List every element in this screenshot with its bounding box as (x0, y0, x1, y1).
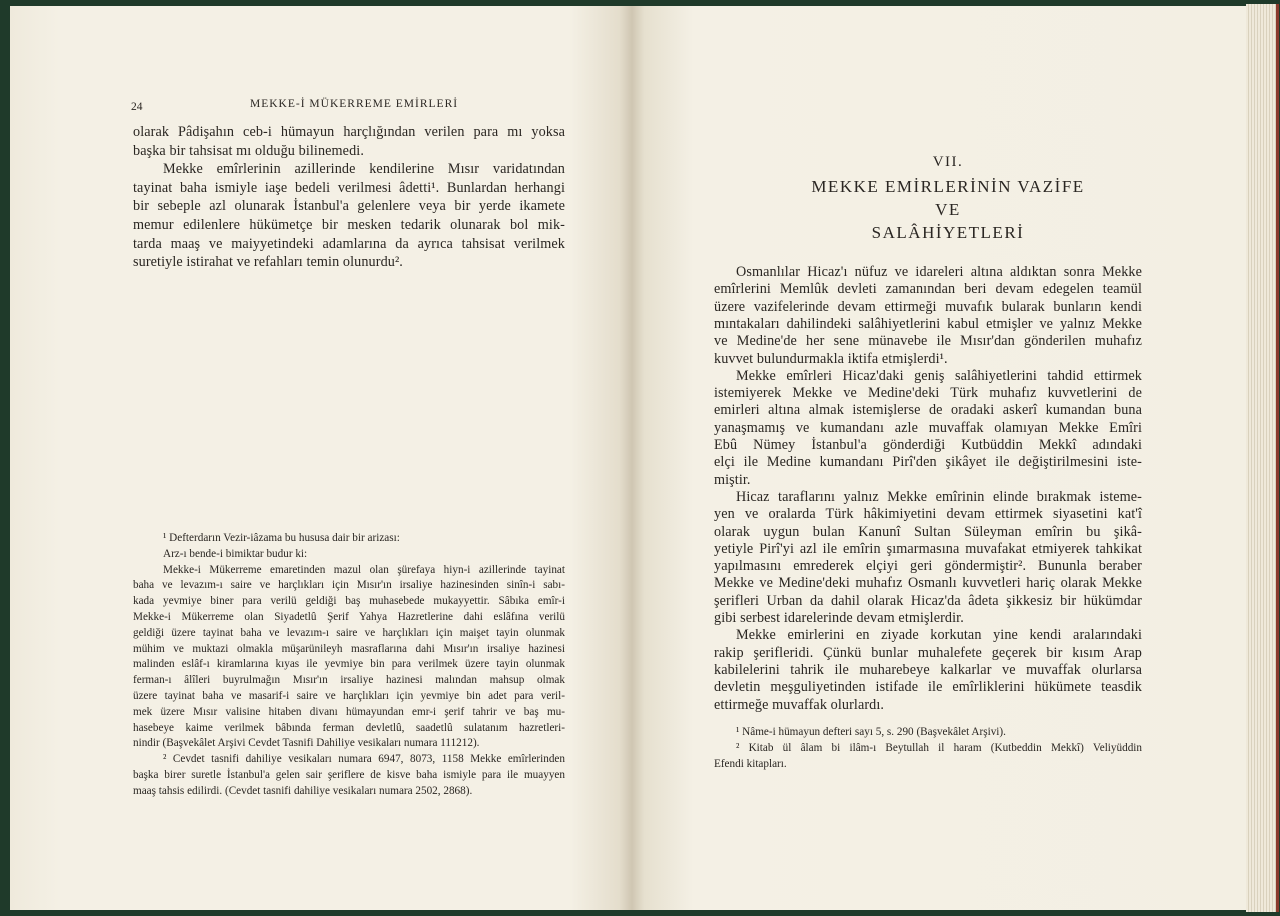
body-text-line: Mekke emîrlerinin azillerinde kendilerine Mısır varidatından (163, 161, 565, 178)
body-text-line: Mekke emîrleri Hicaz'daki geniş salâhiyetlerini tahdid ettirmek (736, 367, 1142, 384)
footnote-line: ¹ Defterdarın Vezir-iâzama bu hususa dair bir arizası: (163, 532, 400, 544)
body-text-line: tarda maaş ve maiyyetindeki adamlarına da ayrıca tahsisat verilmek (133, 235, 565, 252)
body-text-line: yetiyle Pirî'yi azl ile emîrin şımarmasına muvafakat etmiyerek tahkikat (714, 540, 1142, 557)
chapter-title-line-3: SALÂHİYETLERİ (871, 223, 1025, 242)
footnote-line: mek üzere Mısır valisine hitaben divanı hümayundan emr-i şerif tahrir ve baş mu- (133, 705, 565, 718)
body-text-line: yanaşmamış ve kumandanı azle muvaffak olamıyan Mekke Emîri (714, 419, 1142, 436)
body-text-line: Mekke ve Medine'deki muhafız Osmanlı kuvvetleri hariç olarak Mekke (714, 575, 1142, 592)
body-text-line: rakip şerifleridi. Çünkü bunlar muhalefete geçerek bir kısım Arap (714, 644, 1142, 661)
footnote-line: geldiği üzere tayinat baha ve levazım-ı saire ve harçlıkları için maişet tayin olunmak (133, 626, 565, 639)
body-text-line: Hicaz taraflarını yalnız Mekke emîrinin elinde bırakmak isteme- (736, 488, 1142, 505)
body-text-line: bir sebeple azl olunarak İstanbul'a gelenlere veya bir yerde ikamete (133, 198, 565, 215)
body-text-line: şerifleri Urban da dahil olarak Hicaz'da âdeta şikkesiz bir hükümdar (714, 592, 1142, 609)
page-stack-edge (1246, 4, 1279, 912)
footnote-line: üzere tayinat baha ve masarif-i saire ve harçlıkları için yevmiye bin adet para veril- (133, 690, 565, 702)
footnote-line: ² Kitab ül âlam bi ilâm-ı Beytullah il haram (Kutbeddin Mekkî) Veliyüddin (736, 742, 1142, 754)
body-text-line: Mekke emirlerini en ziyade korkutan yine kendi aralarındaki (736, 627, 1142, 644)
body-text-line: kuvvet bulundurmakla iktifa etmişlerdi¹. (714, 350, 948, 367)
footnote-line: malinden eslâf-ı kiramlarına kıyas ile yevmiye bin para verilmek üzere tayin olunmak (133, 658, 565, 671)
footnote-line: Mekke-i Mükerreme olan Siyadetlû Şerif Yahya Hazretlerine dahi eslâfına verilü (133, 611, 565, 623)
footnote-line: baha ve levazım-ı saire ve harçlıkları için Mısır'ın irsaliye hazinesinden sinîn-i sabı- (133, 579, 565, 592)
chapter-number: VII. (932, 154, 964, 170)
footnote-line: mühim ve muktazi olmakla müşarünileyh masraflarına dahi Mısır'ın irsaliye hazinesi (133, 642, 565, 655)
body-text-line: Ebû Nümey İstanbul'a gönderdiği Kutbüddin Mekkî adındaki (714, 437, 1142, 453)
body-text-line: emirleri altına almak istemişlerse de oradaki askerî kumandan buna (714, 402, 1142, 419)
body-text-line: tayinat baha ismiyle iaşe bedeli verilmesi âdetti¹. Bunlardan herhangi (133, 179, 565, 196)
body-text-line: memur edilenlere hükümetçe bir mesken tedarik olunarak bol mik- (133, 217, 565, 233)
footnote-line: maaş tahsis edilirdi. (Cevdet tasnifi dahiliye vesikaları numara 2502, 2868). (133, 784, 473, 797)
footnote-line: Mekke-i Mükerreme emaretinden mazul olan şürefaya hiyn-i azillerinde tayinat (163, 563, 565, 576)
body-text-line: yapılmasını emrederek elçiyi geri göndermiştir². Bununla beraber (714, 558, 1142, 575)
footnote-line: hasebeye kaime verilmek bâbında ferman devletlû, saadetlû sulatanım hazretleri- (133, 721, 565, 734)
body-text-line: gibi serbest idarelerinde devam etmişlerdir. (714, 610, 964, 626)
body-text-line: üzere vazifelerinde devam ettirmeği muvafık bularak bunların kendi (714, 298, 1142, 315)
chapter-title-line-1: MEKKE EMİRLERİNİN VAZİFE (811, 177, 1085, 196)
body-text-line: ve Medine'de her sene münavebe ile Mısır'dan gönderilen muhafız (714, 333, 1142, 350)
footnote-line: Efendi kitapları. (714, 758, 787, 770)
footnote-line: nindir (Başvekâlet Arşivi Cevdet Tasnifi Dahiliye vesikaları numara 111212). (133, 737, 480, 750)
footnote-line: kada yevmiye biner para verilü geldiği baş muhasebede mukayyettir. Sâbıka emîr-i (133, 595, 565, 608)
body-text-line: olarak Pâdişahın ceb-i hümayun harçlığından verilen para mı yoksa (133, 124, 565, 140)
body-text-line: istemiyerek Mekke ve Medine'deki Türk muhafız kuvvetlerini de (714, 385, 1142, 402)
chapter-title-line-2: VE (935, 200, 961, 219)
body-text-line: Osmanlılar Hicaz'ı nüfuz ve idareleri altına aldıktan sonra Mekke (736, 264, 1142, 280)
body-text-line: olarak uygun bulan Kanunî Sultan Süleyman emîrin bu şikâ- (714, 523, 1142, 540)
body-text-line: miştir. (714, 471, 751, 488)
body-text-line: kabilelerini tahrik ile muharebeye kalkarlar ve muvaffak olurlarsa (714, 661, 1142, 678)
body-text-line: emîrlerini Memlûk devleti zamanından beri devam edegelen teamül (714, 281, 1142, 298)
body-text-line: elçi ile Medine kumandanı Pirî'den şikâyet ile değiştirilmesini iste- (714, 454, 1142, 471)
footnote-line: başka birer suretle İstanbul'a gelen sair şeriflere de kisve baha ismiyle para ile muayyen (133, 769, 565, 781)
page-number: 24 (131, 101, 143, 113)
footnote-line: ferman-ı âlîleri buyrulmağın Mısır'ın irsaliye hazinesi malından mahsup olmak (133, 674, 565, 687)
footnote-line: Arz-ı bende-i bimiktar budur ki: (163, 547, 308, 560)
body-text-line: başka bir tahsisat mı olduğu bilinemedi. (133, 142, 364, 159)
body-text-line: devletin meşguliyetinden istifade ile emîrliklerini hükümete teasdik (714, 679, 1142, 696)
footnote-line: ¹ Nâme-i hümayun defteri sayı 5, s. 290 (Başvekâlet Arşivi). (736, 726, 1006, 738)
body-text-line: suretiyle istirahat ve refahları temin olunurdu². (133, 254, 403, 271)
running-head: MEKKE-İ MÜKERREME EMİRLERİ (250, 98, 459, 110)
body-text-line: mıntakaları dahilindeki salâhiyetlerini kabul etmişler ve yalnız Mekke (714, 315, 1142, 332)
body-text-line: yen ve oralarda Türk hâkimiyetini devam ettirmek siyasetini kat'î (714, 506, 1142, 523)
footnote-line: ² Cevdet tasnifi dahiliye vesikaları numara 6947, 8073, 1158 Mekke emîrlerinden (163, 753, 565, 766)
body-text-line: ettirmeğe muvaffak olurlardı. (714, 696, 885, 713)
